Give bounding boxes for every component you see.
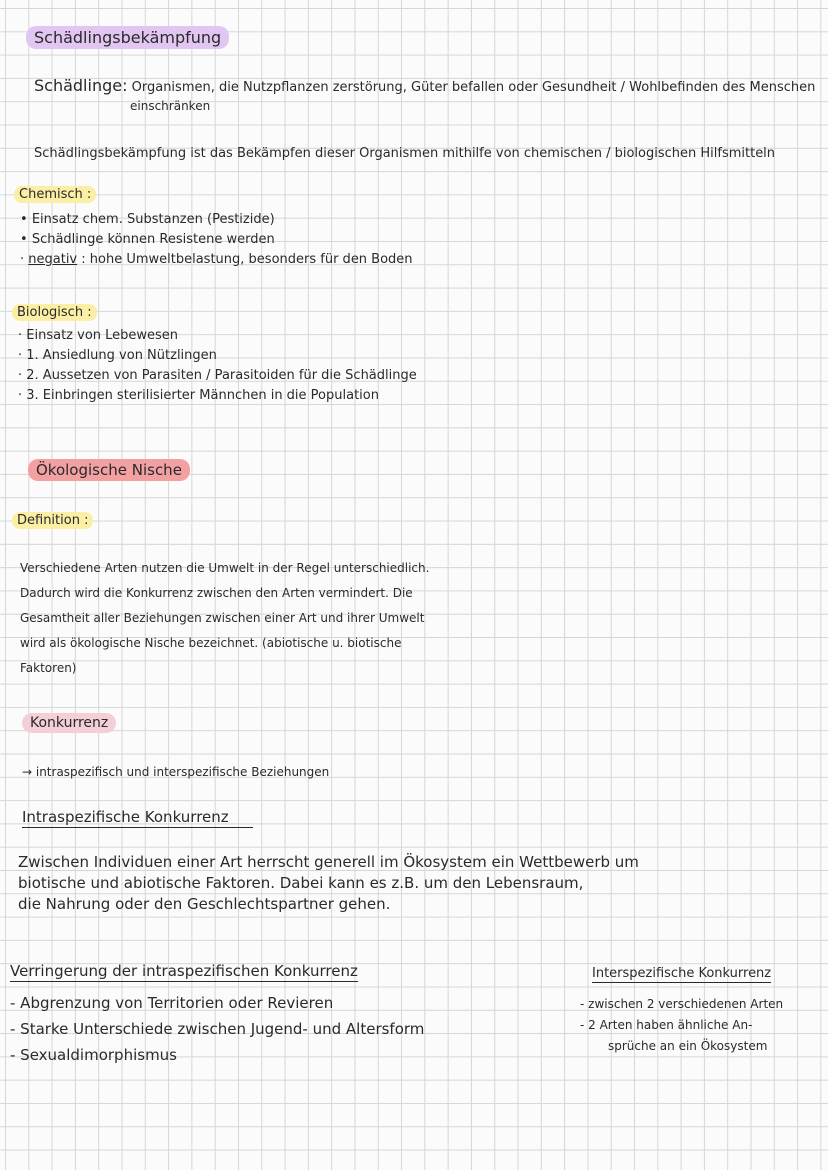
inter-item-3: sprüche an ein Ökosystem	[608, 1039, 768, 1053]
definition-label: Definition :	[12, 512, 93, 529]
niche-definition	[20, 556, 429, 681]
competition-heading: Konkurrenz	[22, 713, 116, 733]
page-title	[26, 26, 229, 49]
pests-text: Organismen, die Nutzpflanzen zerstörung, Güter befallen oder Gesundheit / Wohlbefinden des Menschen	[131, 80, 816, 95]
niche-line-5: Faktoren)	[20, 661, 77, 675]
list-item: • Schädlinge können Resistene werden	[20, 232, 275, 247]
biological-heading: Biologisch :	[12, 304, 97, 321]
intra-line-3: die Nahrung oder den Geschlechtspartner gehen.	[18, 895, 391, 913]
negative-text: : hohe Umweltbelastung, besonders für den Boden	[81, 252, 413, 267]
chemical-heading: Chemisch :	[14, 186, 96, 203]
intra-paragraph	[18, 852, 639, 915]
list-item: · 3. Einbringen sterilisierter Männchen in die Population	[18, 388, 379, 403]
niche-line-4: wird als ökologische Nische bezeichnet. (abiotische u. biotische	[20, 636, 402, 650]
chemical-item-2: Schädlinge können Resistene werden	[31, 232, 275, 247]
intra-heading: Intraspezifische Konkurrenz	[22, 808, 253, 828]
page-title-text: Schädlingsbekämpfung	[34, 28, 222, 47]
list-item: · Einsatz von Lebewesen	[18, 328, 179, 343]
biological-item-1: Einsatz von Lebewesen	[26, 328, 179, 343]
reduction-heading: Verringerung der intraspezifischen Konkurrenz	[10, 962, 358, 980]
biological-list	[18, 326, 417, 406]
competition-arrow-line: → intraspezifisch und interspezifische Beziehungen	[22, 765, 330, 779]
inter-item-2: - 2 Arten haben ähnliche An-	[580, 1018, 753, 1032]
inter-list	[580, 994, 783, 1057]
reduction-item-3: - Sexualdimorphismus	[10, 1046, 177, 1064]
biological-item-4: 3. Einbringen sterilisierter Männchen in die Population	[26, 388, 379, 403]
inter-item-1: - zwischen 2 verschiedenen Arten	[580, 997, 784, 1011]
niche-heading: Ökologische Nische	[28, 459, 190, 481]
pests-text-cont: einschränken	[130, 99, 211, 113]
negative-label: negativ	[28, 252, 78, 267]
reduction-item-2: - Starke Unterschiede zwischen Jugend- und Altersform	[10, 1020, 425, 1038]
biological-item-2: 1. Ansiedlung von Nützlingen	[26, 348, 217, 363]
chemical-list	[20, 210, 413, 270]
chemical-item-1: Einsatz chem. Substanzen (Pestizide)	[31, 212, 275, 227]
list-item: · 1. Ansiedlung von Nützlingen	[18, 348, 217, 363]
niche-line-2: Dadurch wird die Konkurrenz zwischen den Arten vermindert. Die	[20, 586, 413, 600]
pests-definition	[34, 76, 815, 95]
reduction-list	[10, 990, 424, 1068]
list-item: · 2. Aussetzen von Parasiten / Parasitoiden für die Schädlinge	[18, 368, 417, 383]
list-item: · negativ : hohe Umweltbelastung, besonders für den Boden	[20, 252, 413, 267]
reduction-item-1: - Abgrenzung von Territorien oder Revieren	[10, 994, 334, 1012]
niche-line-3: Gesamtheit aller Beziehungen zwischen einer Art und ihrer Umwelt	[20, 611, 425, 625]
control-definition: Schädlingsbekämpfung ist das Bekämpfen dieser Organismen mithilfe von chemischen / biologischen Hilfsmitteln	[34, 146, 776, 161]
pests-term: Schädlinge:	[34, 76, 128, 95]
inter-heading: Interspezifische Konkurrenz	[592, 966, 772, 981]
intra-line-2: biotische und abiotische Faktoren. Dabei kann es z.B. um den Lebensraum,	[18, 874, 584, 892]
niche-line-1: Verschiedene Arten nutzen die Umwelt in der Regel unterschiedlich.	[20, 561, 430, 575]
biological-item-3: 2. Aussetzen von Parasiten / Parasitoiden für die Schädlinge	[26, 368, 417, 383]
list-item: • Einsatz chem. Substanzen (Pestizide)	[20, 212, 275, 227]
intra-line-1: Zwischen Individuen einer Art herrscht generell im Ökosystem ein Wettbewerb um	[18, 853, 639, 871]
